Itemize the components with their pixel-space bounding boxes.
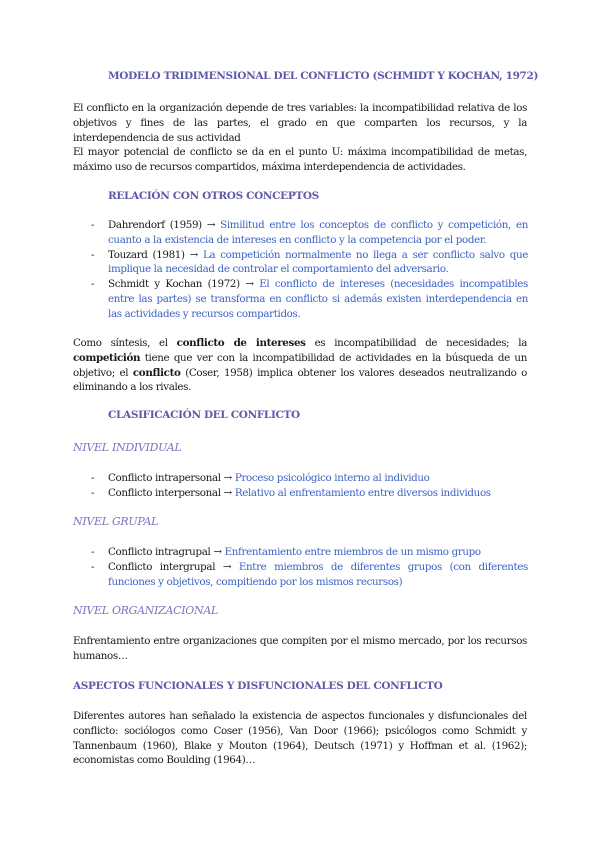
item-term: Conflicto intrapersonal	[108, 472, 221, 484]
individual-list	[91, 471, 528, 501]
aspectos-paragraph: Diferentes autores han señalado la existencia de aspectos funcionales y disfuncionales del conflicto: sociólogos como Coser (1956), Van Door (1966); psicólogos como Schmidt y Tannenbaum (1960), Blake y Mouton (1964), Deutsch (1971) y Hoffman et al. (1962); economistas como Boulding (1964)…	[73, 710, 527, 767]
dash-bullet: -	[91, 278, 95, 291]
sintesis-text: es incompatibilidad de necesidades; la	[305, 337, 527, 349]
list-item	[91, 471, 528, 486]
arrow-icon: →	[222, 560, 232, 573]
list-item	[91, 277, 528, 321]
dash-bullet: -	[91, 560, 95, 573]
sintesis-bold-term: conflicto de intereses	[176, 337, 306, 349]
intro-paragraph-1: El conflicto en la organización depende de tres variables: la incompatibilidad relativa de los objetivos y fines de las partes, el grado en que comparten los recursos, y la interdependencia de sus actividad	[73, 102, 527, 144]
arrow-icon: →	[223, 486, 232, 499]
nivel-organizacional-label: NIVEL ORGANIZACIONAL	[73, 604, 218, 617]
item-author: Touzard (1981)	[108, 248, 185, 261]
list-item	[91, 218, 528, 248]
organizacional-paragraph: Enfrentamiento entre organizaciones que compiten por el mismo mercado, por los recursos humanos…	[73, 635, 527, 662]
arrow-icon: →	[206, 219, 216, 231]
sintesis-text: (Coser, 1958) implica obtener los valores deseados neutralizando o eliminando a los rivales.	[73, 366, 527, 394]
item-author: Schmidt y Kochan (1972)	[108, 278, 240, 291]
item-author: Dahrendorf (1959)	[108, 219, 202, 231]
aspectos-heading: ASPECTOS FUNCIONALES Y DISFUNCIONALES DEL CONFLICTO	[73, 680, 443, 692]
grupal-list	[91, 545, 528, 589]
sintesis-text: Como síntesis, el	[73, 337, 177, 349]
clasificacion-heading: CLASIFICACIÓN DEL CONFLICTO	[108, 409, 300, 421]
nivel-individual-label: NIVEL INDIVIDUAL	[73, 441, 182, 454]
item-description: Similitud entre los conceptos de conflicto y competición, en cuanto a la existencia de intereses en conflicto y la competencia por el poder.	[108, 219, 528, 246]
dash-bullet: -	[91, 486, 95, 499]
list-item	[91, 545, 528, 560]
item-term: Conflicto intragrupal	[108, 546, 211, 558]
item-term: Conflicto interpersonal	[108, 486, 221, 499]
item-description: Relativo al enfrentamiento entre diversos individuos	[234, 486, 491, 499]
dash-bullet: -	[91, 219, 95, 231]
item-description: Proceso psicológico interno al individuo	[234, 472, 430, 484]
arrow-icon: →	[189, 248, 198, 261]
item-term: Conflicto intergrupal	[108, 560, 216, 573]
dash-bullet: -	[91, 248, 95, 261]
item-description: La competición normalmente no llega a ser conflicto salvo que implique la necesidad de controlar el comportamiento del adversario.	[108, 248, 528, 276]
dash-bullet: -	[91, 546, 95, 558]
title-heading: MODELO TRIDIMENSIONAL DEL CONFLICTO (SCHMIDT Y KOCHAN, 1972)	[108, 70, 539, 82]
arrow-icon: →	[245, 278, 254, 291]
list-item	[91, 560, 528, 590]
dash-bullet: -	[91, 472, 95, 484]
sintesis-text: tiene que ver con la incompatibilidad de actividades en la búsqueda de un objetivo; el	[73, 351, 527, 379]
sintesis-bold-term: conflicto	[132, 366, 181, 379]
sintesis-paragraph	[73, 336, 527, 395]
sintesis-bold-term: competición	[73, 351, 141, 364]
item-description: Entre miembros de diferentes grupos (con diferentes funciones y objetivos, compitiendo por los mismos recursos)	[108, 560, 528, 588]
arrow-icon: →	[223, 472, 232, 484]
intro-paragraph-2: El mayor potencial de conflicto se da en el punto U: máxima incompatibilidad de metas, máximo uso de recursos compartidos, máxima interdependencia de actividades.	[73, 146, 527, 173]
relacion-list	[91, 218, 528, 322]
list-item	[91, 248, 528, 278]
item-description: El conflicto de intereses (necesidades incompatibles entre las partes) se transforma en conflicto si además existen interdependencia en las actividades y recursos compartidos.	[108, 278, 528, 320]
item-description: Enfrentamiento entre miembros de un mismo grupo	[224, 546, 481, 558]
list-item	[91, 486, 528, 501]
nivel-grupal-label: NIVEL GRUPAL	[73, 515, 159, 528]
arrow-icon: →	[213, 546, 222, 558]
relacion-heading: RELACIÓN CON OTROS CONCEPTOS	[108, 190, 319, 202]
